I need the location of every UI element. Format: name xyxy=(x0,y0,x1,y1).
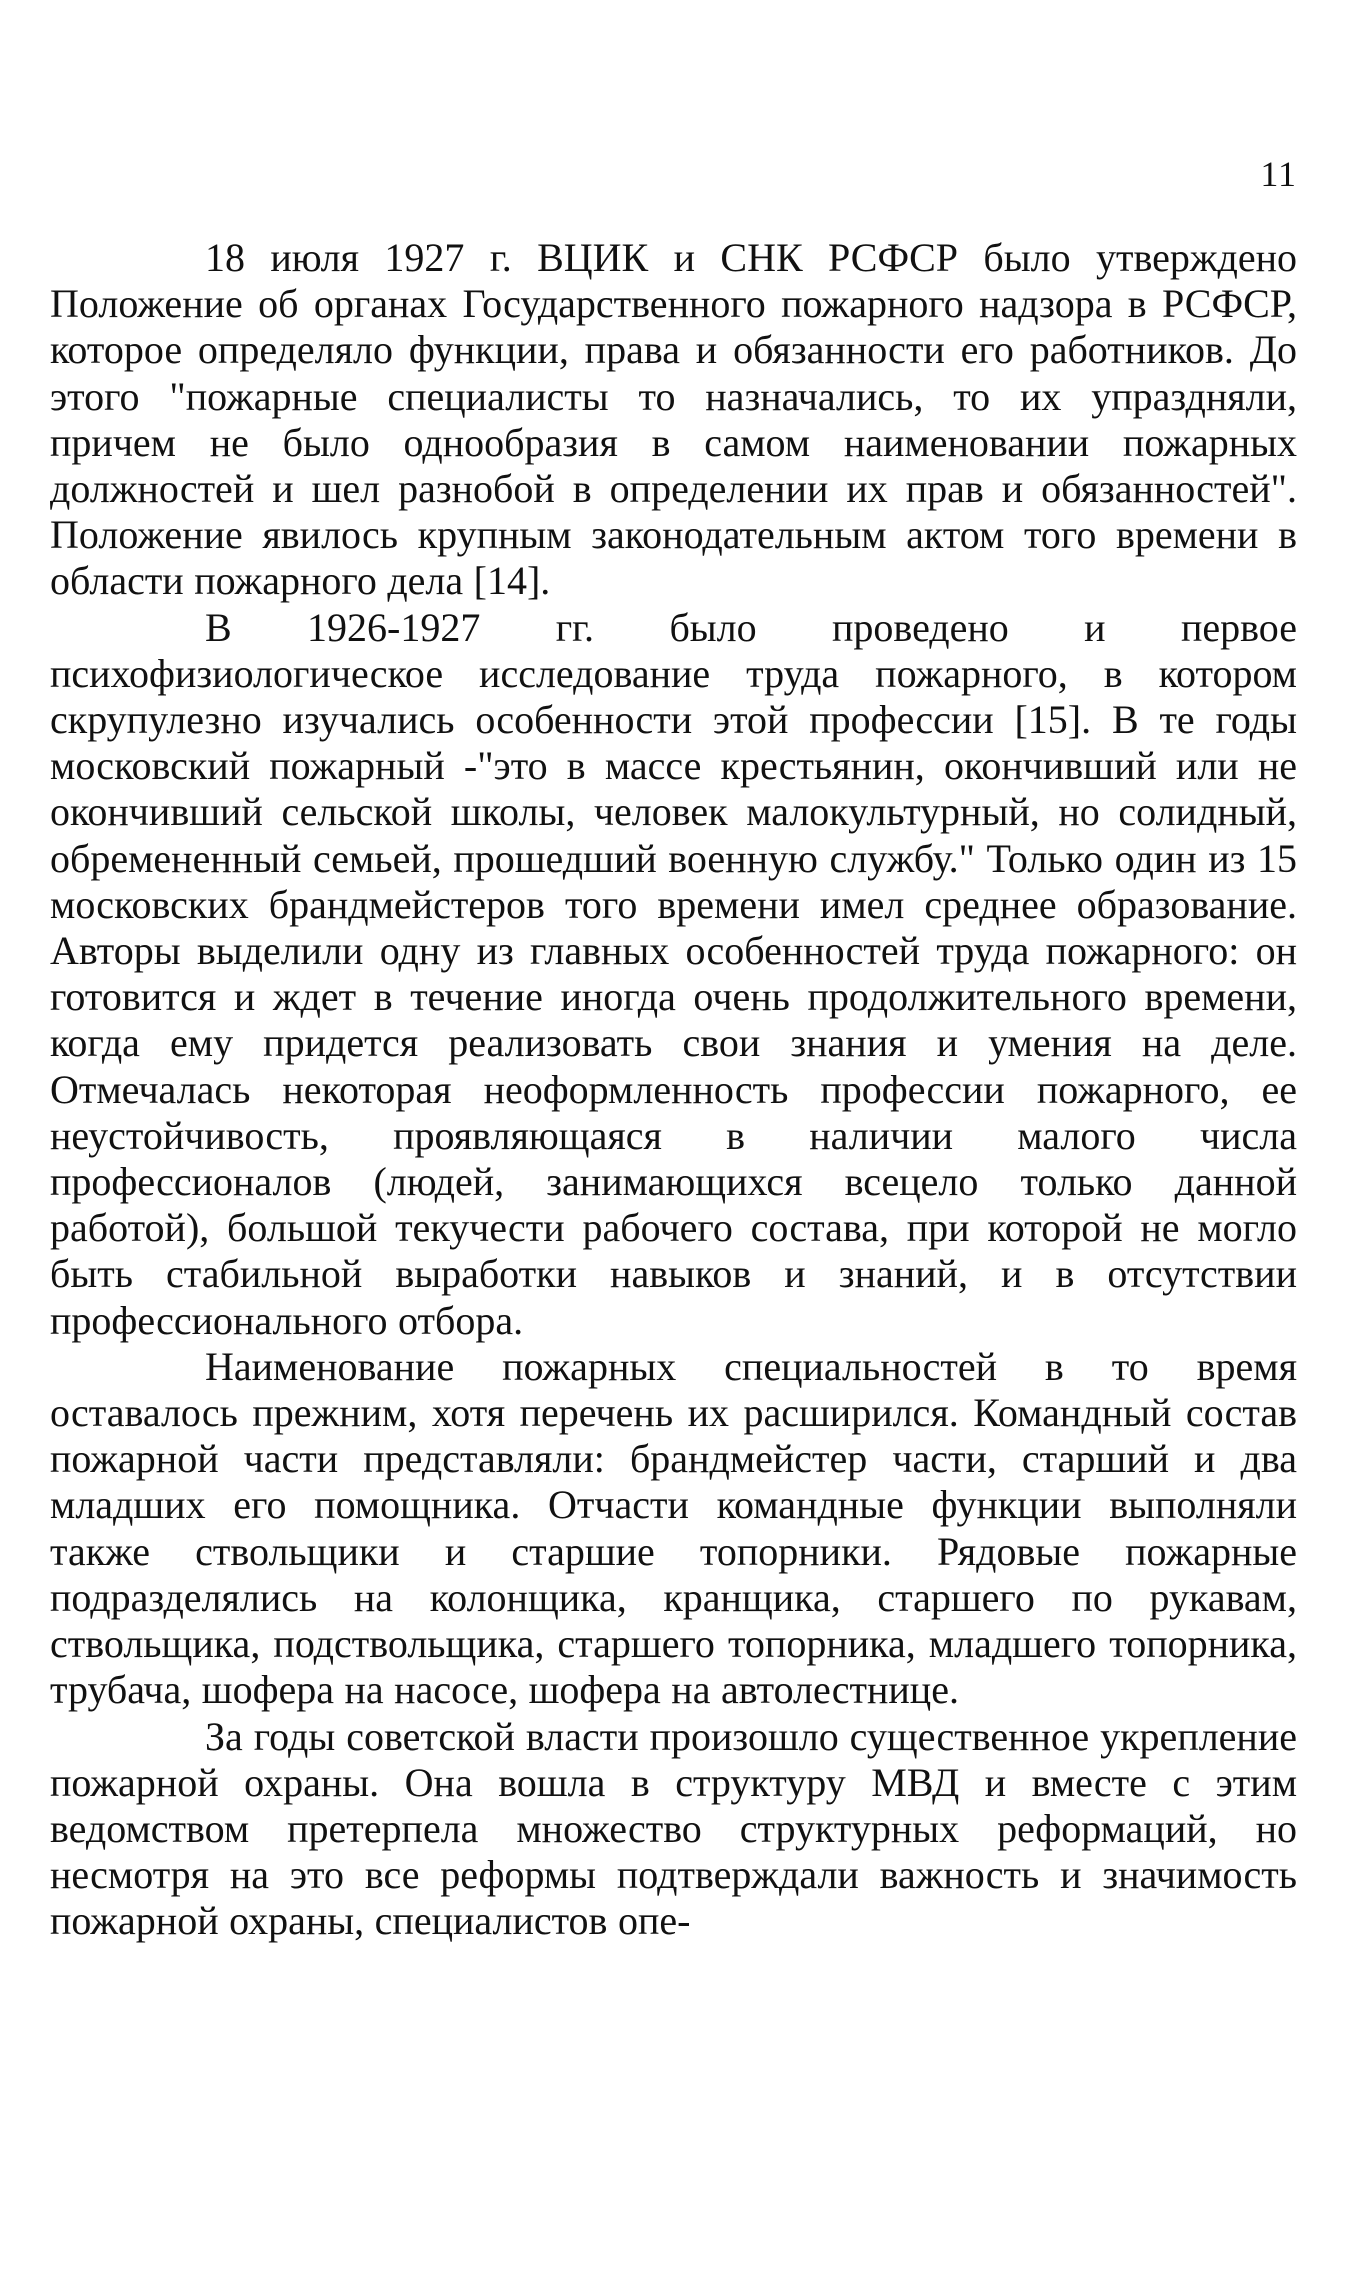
body-text xyxy=(50,235,1297,1945)
paragraph-soviet-period: За годы советской власти произошло существенное укрепление пожарной охраны. Она вошла в структуру МВД и вместе с этим ведомством претерпела множество структурных реформаций, но несмотря на это все реформы подтверждали важность и значимость пожарной охраны, специалистов опе- xyxy=(50,1713,1297,1944)
paragraph-psychophysiological-study: В 1926-1927 гг. было проведено и первое психофизиологическое исследование труда пожарного, в котором скрупулезно изучались особенности этой профессии [15]. В те годы московский пожарный -"это в массе крестьянин, окончивший или не окончивший сельской школы, человек малокультурный, но солидный, обремененный семьей, прошедший военную службу." Только один из 15 московских брандмейстеров того времени имел среднее образование. Авторы выделили одну из главных особенностей труда пожарного: он готовится и ждет в течение иногда очень продолжительного времени, когда ему придется реализовать свои знания и умения на деле. Отмечалась некоторая неоформленность профессии пожарного, ее неустойчивость, проявляющаяся в наличии малого числа профессионалов (людей, занимающихся всецело только данной работой), большой текучести рабочего состава, при которой не могло быть стабильной выработки навыков и знаний, и в отсутствии профессионального отбора. xyxy=(50,604,1297,1343)
page-number: 11 xyxy=(1260,154,1297,194)
paragraph-decree-1927: 18 июля 1927 г. ВЦИК и СНК РСФСР было утверждено Положение об органах Государственного пожарного надзора в РСФСР, которое определяло функции, права и обязанности его работников. До этого "пожарные специалисты то назначались, то их упраздняли, причем не было однообразия в самом наименовании пожарных должностей и шел разнобой в определении их прав и обязанностей". Положение явилось крупным законодательным актом того времени в области пожарного дела [14]. xyxy=(50,235,1297,604)
paragraph-fire-specialties: Наименование пожарных специальностей в то время оставалось прежним, хотя перечень их расширился. Командный состав пожарной части представляли: брандмейстер части, старший и два младших его помощника. Отчасти командные функции выполняли также ствольщики и старшие топорники. Рядовые пожарные подразделялись на колонщика, кранщика, старшего по рукавам, ствольщика, подствольщика, старшего топорника, младшего топорника, трубача, шофера на насосе, шофера на автолестнице. xyxy=(50,1343,1297,1713)
